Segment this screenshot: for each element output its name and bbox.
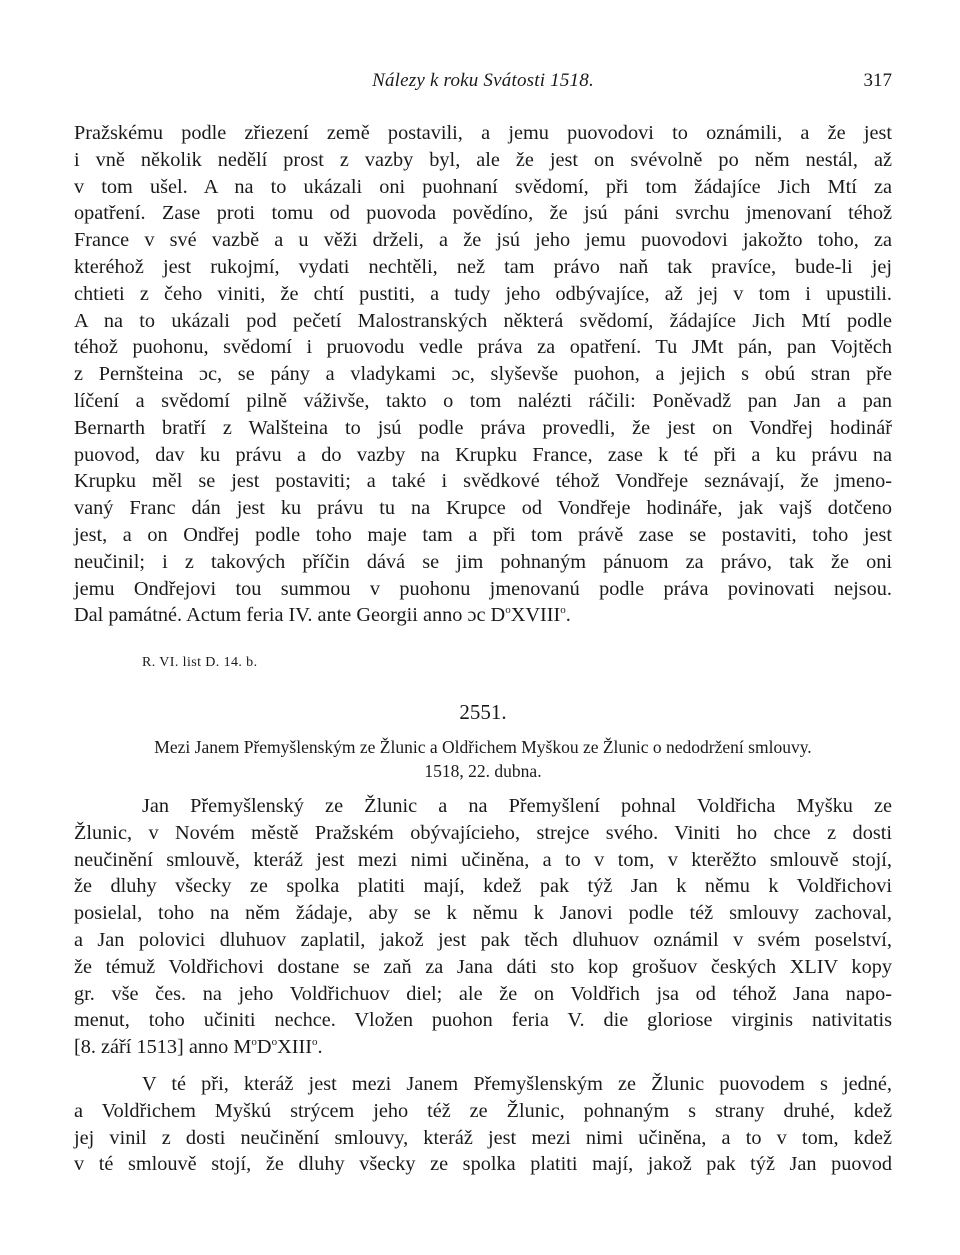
text-line: a Voldřichem Myškú strýcem jeho též ze Žlunic, pohnaným s strany druhé, kdež [74, 1099, 892, 1122]
text-line: A na to ukázali pod pečetí Malostranských některá svědomí, žádajíce Jich Mtí podle [74, 309, 892, 332]
text-line: V té při, kteráž jest mezi Janem Přemyšlenským ze Žlunic puovodem s jedné, [142, 1073, 892, 1095]
text-fragment: XVIII [510, 604, 561, 627]
text-fragment: . [317, 1036, 323, 1059]
text-line: v té smlouvě stojí, že dluhy všecky ze spolka platiti mají, jakož pak týž Jan puovod [74, 1153, 892, 1176]
text-line: i vně několik nedělí prost z vazby byl, ale že jest on svévolně po něm nestál, až [74, 148, 892, 171]
text-fragment: . [565, 604, 571, 627]
text-line: Bernarth bratří z Walšteina to jsú podle práva provedli, že jest on Vondřej hodinář [74, 416, 892, 439]
page-number: 317 [863, 70, 892, 91]
text-line: v tom ušel. A na to ukázali oni puohnaní svědomí, při tom žádajíce Jich Mtí za [74, 175, 892, 198]
document-title-line: Mezi Janem Přemyšlenským ze Žlunic a Oldřichem Myškou ze Žlunic o nedodržení smlouvy. [154, 737, 812, 757]
text-fragment: Dal památné. Actum feria IV. ante Georgii anno ɔc D [74, 604, 506, 627]
text-line: že dluhy všecky ze spolka platiti mají, kdež pak týž Jan k němu k Voldřichovi [74, 875, 892, 898]
text-line: Jan Přemyšlenský ze Žlunic a na Přemyšlení pohnal Voldřicha Myšku ze [142, 795, 892, 817]
text-line: Pražskému podle zřiezení země postavili, a jemu puovodovi to oznámili, a že jest [74, 122, 892, 144]
text-fragment: XIII [277, 1036, 312, 1059]
text-fragment: D [256, 1036, 272, 1059]
text-line: téhož puohonu, svědomí i pruovodu vedle práva za opatření. Tu JMt pán, pan Vojtěch [74, 336, 892, 359]
text-line: puovod, dav ku právu a do vazby na Krupku France, zase k té při a ku právu na [74, 443, 892, 466]
document-number: 2551. [459, 700, 507, 724]
text-line: chtieti z čeho viniti, že chtí pustiti, a tudy jeho odbývajíce, až jej v tom i upustili. [74, 282, 892, 305]
superscript: o [560, 604, 566, 617]
text-line: menut, toho učiniti nechce. Vložen puohon feria V. die gloriose virginis nativitatis [74, 1009, 892, 1032]
superscript: o [312, 1036, 318, 1049]
document-date-line: 1518, 22. dubna. [424, 761, 542, 781]
paragraph-continuation [74, 120, 892, 629]
superscript: o [271, 1036, 278, 1049]
text-line: neučinění smlouvě, kteráž jest mezi nimi učiněna, a to v tom, v kterěžto smlouvě stojí, [74, 848, 892, 871]
text-line: z Pernšteina ɔc, se pány a vladykami ɔc, slyševše puohon, a jejich s obú stran pře [74, 363, 892, 386]
text-fragment: [8. září 1513] anno M [74, 1036, 252, 1059]
text-line: vaný Franc dán jest ku právu tu na Krupce od Vondřeje hodináře, jak vajš dotčeno [74, 497, 892, 520]
superscript: o [251, 1036, 257, 1049]
text-line: líčení a svědomí pilně váživše, takto o tom nalézti ráčili: Poněvadž pan Jan a pan [74, 389, 892, 412]
document-title [74, 735, 892, 783]
text-line: jemu Ondřejovi tou summou v puohonu jmenovanú podle práva povinovati nejsou. [74, 577, 892, 600]
superscript: o [505, 604, 511, 617]
text-line: jest, a on Ondřej podle toho maje tam a při tom právě zase se postaviti, toho jest [74, 523, 892, 546]
running-header [74, 70, 892, 96]
text-line: France v své vazbě a u věži drželi, a že jsú jeho jemu puovodovi jakožto toho, za [74, 229, 892, 252]
text-line-last [74, 602, 892, 629]
text-line: posielal, toho na něm žádaje, aby se k němu k Janovi podle též smlouvy zachoval, [74, 902, 892, 925]
text-line: Krupku měl se jest postaviti; a také i svědkové téhož Vondřeje seznávají, že jmeno- [74, 470, 892, 493]
text-line: a Jan polovici dluhuov zaplatil, jakož jest pak těch dluhuov oznámil v svém poselství, [74, 928, 892, 951]
text-line: Žlunic, v Novém městě Pražském obývajícieho, strejce svého. Viniti ho chce z dosti [74, 821, 892, 844]
text-line: jej vinil z dosti neučinění smlouvy, kteráž jest mezi nimi učiněna, a to v tom, kdež [74, 1126, 892, 1149]
text-line: že témuž Voldřichovi dostane se zaň za Jana dáti sto kop grošuov českých XLIV kopy [74, 955, 892, 978]
running-title: Nálezy k roku Svátosti 1518. [372, 70, 594, 91]
text-line: gr. vše čes. na jeho Voldřichuov diel; ale že on Voldřich jsa od téhož Jana napo- [74, 982, 892, 1005]
paragraph [74, 1071, 892, 1178]
archive-reference: R. VI. list D. 14. b. [142, 655, 258, 670]
text-line: neučinil; i z takových příčin dává se jim pohnaným pánuom za právo, tak že oni [74, 550, 892, 573]
text-line-last [74, 1034, 892, 1061]
paragraph [74, 793, 892, 1061]
text-line: kteréhož jest rukojmí, vydati nechtěli, než tam právo naň tak pravíce, bude-li jej [74, 255, 892, 278]
text-line: opatření. Zase proti tomu od puovoda povědíno, že jsú páni svrchu jmenovaní téhož [74, 202, 892, 225]
